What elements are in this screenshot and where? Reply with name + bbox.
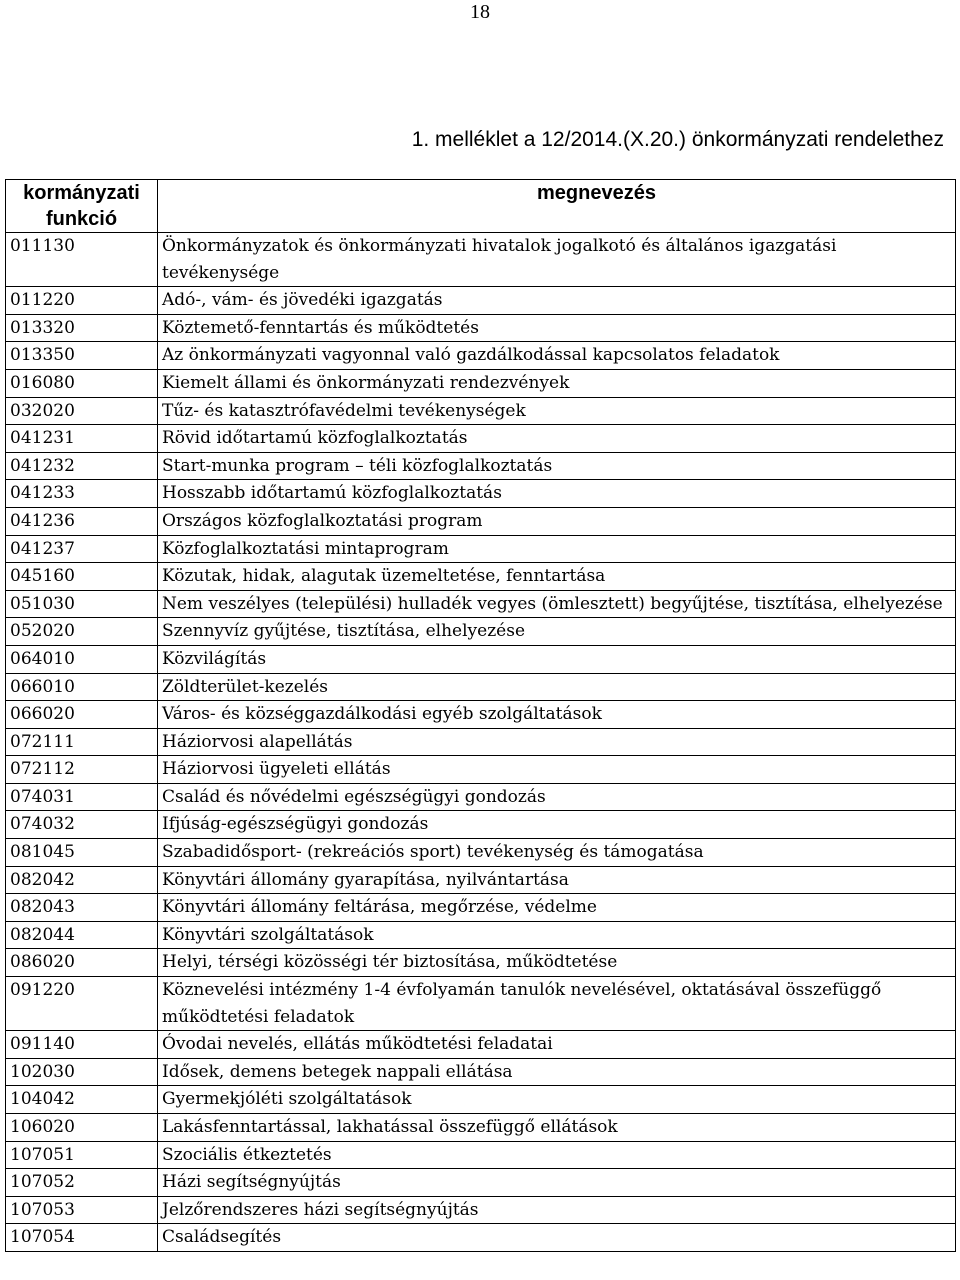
function-code: 041231 xyxy=(6,425,158,453)
function-code: 041236 xyxy=(6,507,158,535)
table-row xyxy=(6,452,956,480)
function-name: Közutak, hidak, alagutak üzemeltetése, fenntartása xyxy=(158,563,956,591)
function-code: 082042 xyxy=(6,866,158,894)
table-row xyxy=(6,1169,956,1197)
function-code: 082044 xyxy=(6,921,158,949)
table-row xyxy=(6,1058,956,1086)
function-name: Idősek, demens betegek nappali ellátása xyxy=(158,1058,956,1086)
table-row xyxy=(6,839,956,867)
function-code: 041233 xyxy=(6,480,158,508)
table-row xyxy=(6,563,956,591)
header-name-label: megnevezés xyxy=(537,182,656,204)
table-row xyxy=(6,342,956,370)
function-name: Önkormányzatok és önkormányzati hivatalok jogalkotó és általános igazgatási tevékenysége xyxy=(158,233,956,287)
annex-title: 1. melléklet a 12/2014.(X.20.) önkormányzati rendelethez xyxy=(411,128,944,151)
function-name: Város- és községgazdálkodási egyéb szolgáltatások xyxy=(158,701,956,729)
function-name: Az önkormányzati vagyonnal való gazdálkodással kapcsolatos feladatok xyxy=(158,342,956,370)
header-name xyxy=(158,180,956,233)
function-name: Könyvtári állomány feltárása, megőrzése, védelme xyxy=(158,894,956,922)
table-row xyxy=(6,1141,956,1169)
header-code: kormányzati funkció xyxy=(6,180,158,233)
function-name: Köznevelési intézmény 1-4 évfolyamán tanulók nevelésével, oktatásával összefüggő működtetési feladatok xyxy=(158,977,956,1031)
function-code: 074032 xyxy=(6,811,158,839)
function-code: 107053 xyxy=(6,1196,158,1224)
function-code: 102030 xyxy=(6,1058,158,1086)
table-row xyxy=(6,728,956,756)
function-name: Tűz- és katasztrófavédelmi tevékenységek xyxy=(158,397,956,425)
function-code: 107051 xyxy=(6,1141,158,1169)
table-row xyxy=(6,590,956,618)
function-code: 011130 xyxy=(6,233,158,287)
function-name: Zöldterület-kezelés xyxy=(158,673,956,701)
table-row xyxy=(6,673,956,701)
function-code: 045160 xyxy=(6,563,158,591)
function-code: 072111 xyxy=(6,728,158,756)
table-row xyxy=(6,783,956,811)
table-row xyxy=(6,535,956,563)
function-name: Lakásfenntartással, lakhatással összefüggő ellátások xyxy=(158,1114,956,1142)
function-name: Start-munka program – téli közfoglalkoztatás xyxy=(158,452,956,480)
function-code: 106020 xyxy=(6,1114,158,1142)
function-code: 107052 xyxy=(6,1169,158,1197)
function-name: Adó-, vám- és jövedéki igazgatás xyxy=(158,287,956,315)
function-name: Gyermekjóléti szolgáltatások xyxy=(158,1086,956,1114)
table-row xyxy=(6,977,956,1031)
function-name: Házi segítségnyújtás xyxy=(158,1169,956,1197)
table-row xyxy=(6,287,956,315)
table-row xyxy=(6,233,956,287)
function-name: Köztemető-fenntartás és működtetés xyxy=(158,314,956,342)
function-code: 064010 xyxy=(6,645,158,673)
function-code: 011220 xyxy=(6,287,158,315)
function-name: Nem veszélyes (települési) hulladék vegyes (ömlesztett) begyűjtése, tisztítása, elhelyezése xyxy=(158,590,956,618)
function-code: 066010 xyxy=(6,673,158,701)
function-code: 013350 xyxy=(6,342,158,370)
table-header-row xyxy=(6,180,956,233)
table-row xyxy=(6,425,956,453)
function-name: Szociális étkeztetés xyxy=(158,1141,956,1169)
function-name: Háziorvosi ügyeleti ellátás xyxy=(158,756,956,784)
table-row xyxy=(6,645,956,673)
table-row xyxy=(6,949,956,977)
function-code: 091140 xyxy=(6,1031,158,1059)
table-row xyxy=(6,618,956,646)
function-name: Kiemelt állami és önkormányzati rendezvények xyxy=(158,369,956,397)
function-code: 051030 xyxy=(6,590,158,618)
function-code: 086020 xyxy=(6,949,158,977)
function-code: 074031 xyxy=(6,783,158,811)
function-code: 082043 xyxy=(6,894,158,922)
government-function-table xyxy=(5,179,956,1252)
function-name: Helyi, térségi közösségi tér biztosítása, működtetése xyxy=(158,949,956,977)
function-name: Rövid időtartamú közfoglalkoztatás xyxy=(158,425,956,453)
table-row xyxy=(6,811,956,839)
function-code: 052020 xyxy=(6,618,158,646)
table-row xyxy=(6,1196,956,1224)
function-code: 016080 xyxy=(6,369,158,397)
function-name: Jelzőrendszeres házi segítségnyújtás xyxy=(158,1196,956,1224)
table-row xyxy=(6,1224,956,1252)
function-code: 013320 xyxy=(6,314,158,342)
function-name: Közvilágítás xyxy=(158,645,956,673)
function-code: 104042 xyxy=(6,1086,158,1114)
function-name: Szennyvíz gyűjtése, tisztítása, elhelyezése xyxy=(158,618,956,646)
function-code: 072112 xyxy=(6,756,158,784)
function-code: 091220 xyxy=(6,977,158,1031)
function-name: Háziorvosi alapellátás xyxy=(158,728,956,756)
function-name: Országos közfoglalkoztatási program xyxy=(158,507,956,535)
table-row xyxy=(6,480,956,508)
table-row xyxy=(6,1031,956,1059)
function-name: Hosszabb időtartamú közfoglalkoztatás xyxy=(158,480,956,508)
function-code: 032020 xyxy=(6,397,158,425)
function-name: Családsegítés xyxy=(158,1224,956,1252)
table-row xyxy=(6,507,956,535)
table-row xyxy=(6,921,956,949)
function-code: 041232 xyxy=(6,452,158,480)
table-row xyxy=(6,866,956,894)
table-row xyxy=(6,369,956,397)
function-code: 081045 xyxy=(6,839,158,867)
table-row xyxy=(6,756,956,784)
table-row xyxy=(6,397,956,425)
table-row xyxy=(6,314,956,342)
function-name: Közfoglalkoztatási mintaprogram xyxy=(158,535,956,563)
function-name: Könyvtári szolgáltatások xyxy=(158,921,956,949)
table-body xyxy=(6,233,956,1252)
table-row xyxy=(6,701,956,729)
function-name: Óvodai nevelés, ellátás működtetési feladatai xyxy=(158,1031,956,1059)
function-name: Szabadidősport- (rekreációs sport) tevékenység és támogatása xyxy=(158,839,956,867)
function-code: 066020 xyxy=(6,701,158,729)
function-name: Könyvtári állomány gyarapítása, nyilvántartása xyxy=(158,866,956,894)
page-number: 18 xyxy=(470,1,490,23)
function-code: 041237 xyxy=(6,535,158,563)
function-code: 107054 xyxy=(6,1224,158,1252)
function-name: Család és nővédelmi egészségügyi gondozás xyxy=(158,783,956,811)
table-row xyxy=(6,894,956,922)
function-name: Ifjúság-egészségügyi gondozás xyxy=(158,811,956,839)
table-row xyxy=(6,1114,956,1142)
table-row xyxy=(6,1086,956,1114)
